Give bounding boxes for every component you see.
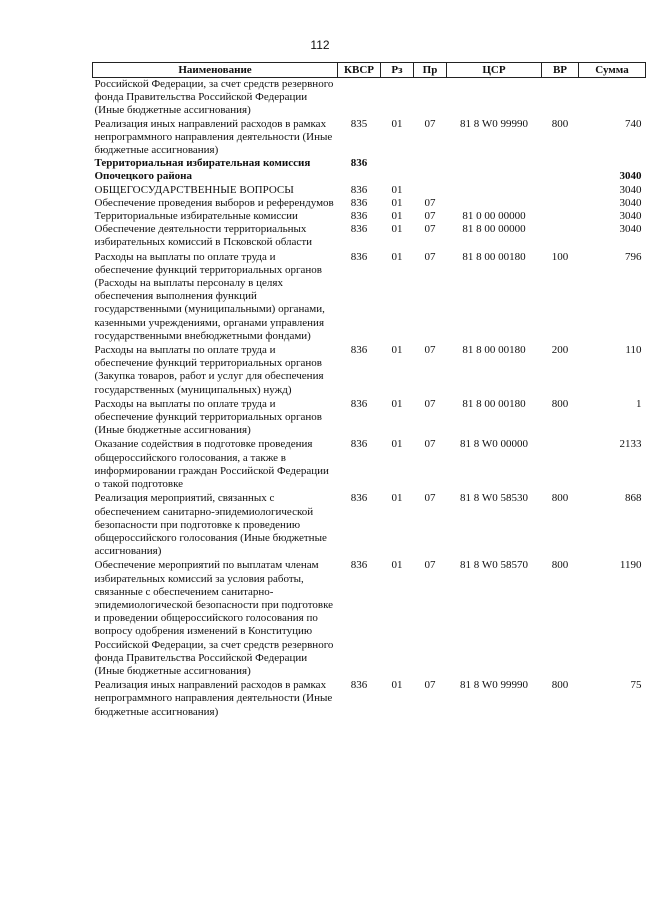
cell-pr: 07 [424, 196, 436, 209]
header-pr: Пр [414, 63, 447, 78]
table-row [93, 678, 646, 719]
cell-pr: 07 [424, 344, 436, 357]
cell-vr [542, 197, 579, 210]
cell-name: Реализация иных направлений расходов в рамках непрограммного направления деятельности (Иные бюджетные ассигнования) [94, 117, 333, 157]
cell-pr: 07 [424, 438, 436, 451]
cell-pr [414, 157, 447, 183]
cell-kvsr: 836 [350, 157, 368, 170]
cell-csr: 81 0 00 00000 [462, 210, 526, 223]
cell-name: Обеспечение мероприятий по выплатам членам избирательных комиссий за условия работы, связанные с обеспечением санитарно-эпидемиологической безопасности при подготовке и проведении общероссийского голосования по вопросу одобрения изменений в Конституцию Российской Федерации, за счет средств резервного фонда Правительства Российской Федерации (Иные бюджетные ассигнования) [94, 559, 334, 677]
cell-rz: 01 [391, 250, 403, 263]
cell-vr: 800 [551, 559, 569, 572]
cell-csr [447, 184, 542, 197]
budget-table [92, 62, 646, 719]
cell-rz [381, 157, 414, 183]
table-row [93, 197, 646, 210]
cell-pr: 07 [424, 250, 436, 263]
cell-sum: 868 [625, 492, 642, 505]
cell-vr [542, 157, 579, 183]
cell-sum: 3040 [619, 183, 642, 196]
cell-name: Территориальная избирательная комиссия Опочецкого района [94, 157, 311, 183]
cell-pr [414, 78, 447, 118]
cell-csr: 81 8 W0 00000 [460, 438, 528, 451]
table-row [93, 491, 646, 558]
cell-pr: 07 [424, 117, 436, 130]
cell-pr: 07 [424, 559, 436, 572]
cell-kvsr: 836 [350, 223, 368, 236]
cell-name: Оказание содействия в подготовке проведения общероссийского голосования, а также в информировании граждан Российской Федерации о такой подготовке [94, 438, 329, 491]
cell-rz: 01 [391, 117, 403, 130]
page-number: 112 [310, 38, 330, 52]
cell-vr [542, 437, 579, 491]
cell-vr [542, 184, 579, 197]
cell-sum: 1190 [619, 559, 642, 572]
cell-csr: 81 8 00 00180 [462, 344, 526, 357]
cell-rz: 01 [391, 679, 403, 692]
cell-csr [447, 197, 542, 210]
cell-sum: 3040 [619, 170, 642, 183]
cell-name: Обеспечение проведения выборов и референдумов [94, 196, 334, 209]
cell-rz: 01 [391, 344, 403, 357]
cell-vr: 100 [551, 250, 569, 263]
cell-pr: 07 [424, 210, 436, 223]
table-row [93, 558, 646, 678]
cell-csr: 81 8 00 00180 [462, 250, 526, 263]
table-row [93, 437, 646, 491]
table-row [93, 343, 646, 397]
cell-kvsr: 836 [350, 210, 368, 223]
cell-kvsr: 835 [350, 117, 368, 130]
cell-sum: 3040 [619, 196, 642, 209]
cell-name: ОБЩЕГОСУДАРСТВЕННЫЕ ВОПРОСЫ [94, 183, 294, 196]
table-row [93, 118, 646, 158]
cell-csr: 81 8 00 00180 [462, 397, 526, 410]
cell-rz: 01 [391, 492, 403, 505]
cell-csr [447, 157, 542, 183]
cell-vr: 800 [551, 117, 569, 130]
header-rz: Рз [381, 63, 414, 78]
cell-vr: 800 [551, 397, 569, 410]
cell-vr: 800 [551, 679, 569, 692]
cell-vr [542, 78, 579, 118]
cell-name: Российской Федерации, за счет средств резервного фонда Правительства Российской Федерации (Иные бюджетные ассигнования) [94, 78, 334, 117]
header-vr: ВР [542, 63, 579, 78]
cell-csr: 81 8 W0 99990 [460, 117, 528, 130]
cell-csr: 81 8 W0 58530 [460, 492, 528, 505]
cell-kvsr: 836 [350, 196, 368, 209]
cell-rz: 01 [391, 223, 403, 236]
cell-sum: 2133 [619, 438, 642, 451]
cell-sum: 3040 [619, 223, 642, 236]
cell-kvsr: 836 [350, 397, 368, 410]
cell-pr: 07 [424, 492, 436, 505]
cell-csr: 81 8 W0 58570 [460, 559, 528, 572]
cell-kvsr: 836 [350, 492, 368, 505]
cell-csr: 81 8 W0 99990 [460, 679, 528, 692]
cell-rz: 01 [391, 397, 403, 410]
table-row [93, 157, 646, 183]
cell-pr [414, 184, 447, 197]
header-csr: ЦСР [447, 63, 542, 78]
table-row [93, 223, 646, 249]
cell-sum: 3040 [619, 210, 642, 223]
header-sum: Сумма [579, 63, 646, 78]
cell-rz: 01 [391, 196, 403, 209]
cell-vr [542, 223, 579, 249]
cell-sum: 110 [625, 344, 642, 357]
cell-pr: 07 [424, 679, 436, 692]
cell-pr: 07 [424, 397, 436, 410]
cell-rz [381, 78, 414, 118]
header-kvsr: КВСР [338, 63, 381, 78]
cell-rz: 01 [391, 183, 403, 196]
cell-rz: 01 [391, 210, 403, 223]
cell-kvsr: 836 [350, 679, 368, 692]
cell-kvsr: 836 [350, 559, 368, 572]
cell-vr [542, 210, 579, 223]
cell-pr: 07 [424, 223, 436, 236]
header-name: Наименование [93, 63, 338, 78]
cell-csr [447, 78, 542, 118]
table-row [93, 210, 646, 223]
cell-vr: 200 [551, 344, 569, 357]
cell-vr: 800 [551, 492, 569, 505]
cell-sum: 1 [636, 397, 642, 410]
cell-name: Расходы на выплаты по оплате труда и обеспечение функций территориальных органов (Закупка товаров, работ и услуг для обеспечения государственных (муниципальных) нужд) [94, 344, 324, 396]
cell-rz: 01 [391, 559, 403, 572]
cell-name: Расходы на выплаты по оплате труда и обеспечение функций территориальных органов (Иные бюджетные ассигнования) [94, 397, 322, 437]
cell-kvsr: 836 [350, 250, 368, 263]
cell-csr: 81 8 00 00000 [462, 223, 526, 236]
table-row [93, 397, 646, 438]
cell-name: Территориальные избирательные комиссии [94, 210, 298, 223]
cell-rz: 01 [391, 438, 403, 451]
cell-name: Расходы на выплаты по оплате труда и обеспечение функций территориальных органов (Расходы на выплаты персоналу в целях обеспечения выполнения функций государственными (муниципальными) органами, казенными учреждениями, органами управления государственными внебюджетными фондами) [94, 250, 325, 342]
cell-name: Обеспечение деятельности территориальных избирательных комиссий в Псковской области [94, 223, 313, 249]
cell-name: Реализация иных направлений расходов в рамках непрограммного направления деятельности (Иные бюджетные ассигнования) [94, 679, 333, 718]
table-row [93, 184, 646, 197]
table-body [93, 78, 646, 719]
cell-kvsr: 836 [350, 183, 368, 196]
cell-name: Реализация мероприятий, связанных с обеспечением санитарно-эпидемиологической безопасности при подготовке к проведению общероссийского голосования (Иные бюджетные ассигнования) [94, 492, 327, 558]
cell-sum [579, 78, 646, 118]
cell-kvsr: 836 [350, 344, 368, 357]
table-row [93, 250, 646, 343]
cell-sum: 75 [630, 679, 642, 692]
table-row [93, 78, 646, 118]
cell-sum: 740 [625, 117, 642, 130]
cell-kvsr [338, 78, 381, 118]
cell-kvsr: 836 [350, 438, 368, 451]
cell-sum: 796 [625, 250, 642, 263]
table-header-row [93, 63, 646, 78]
